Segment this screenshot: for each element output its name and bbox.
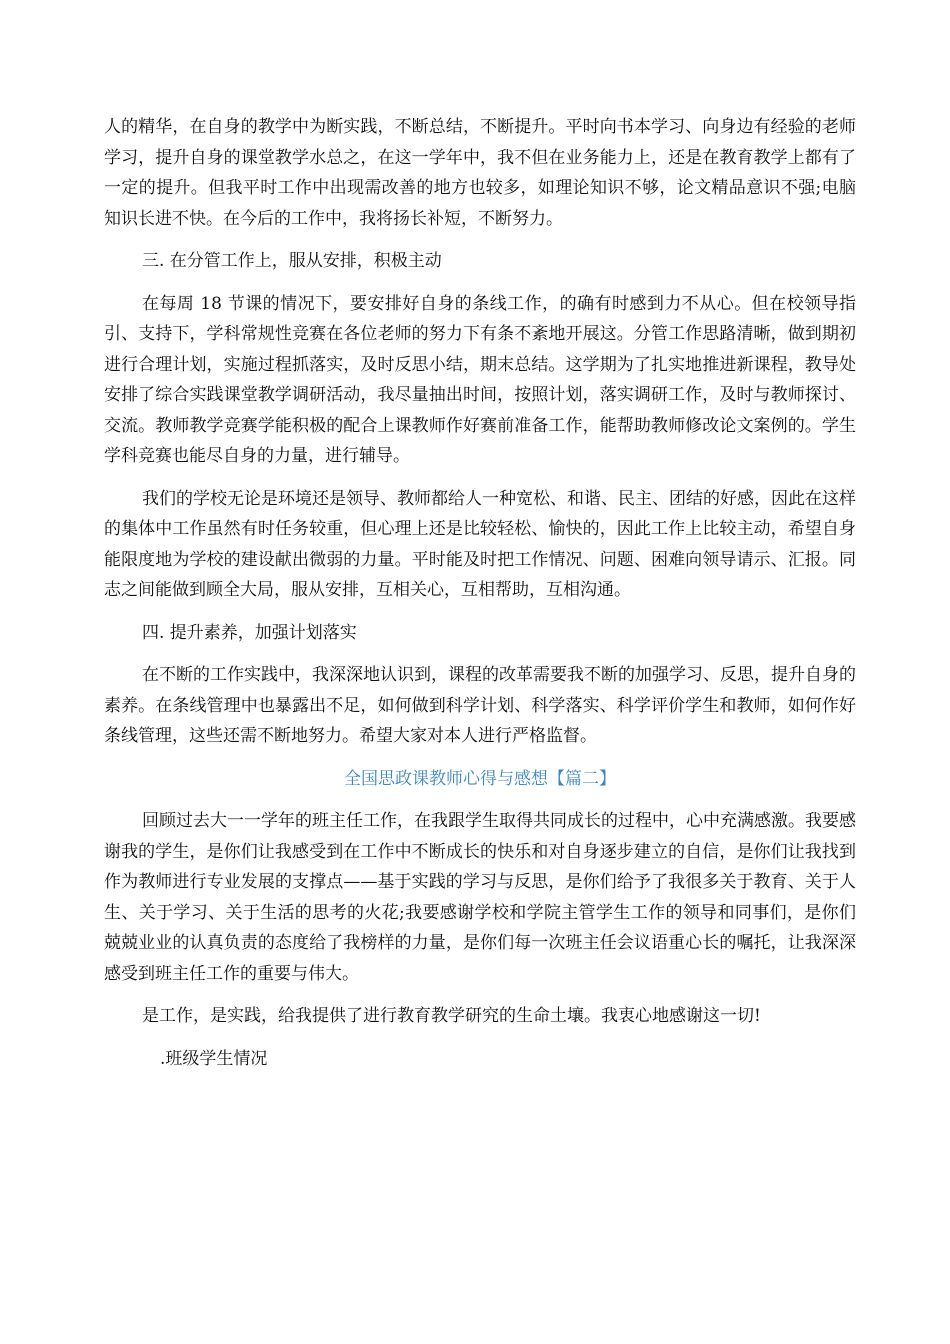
heading-section-3: 三. 在分管工作上，服从安排，积极主动 bbox=[142, 251, 442, 271]
section-title: 全国思政课教师心得与感想【篇二】 bbox=[344, 768, 616, 789]
paragraph-continued: 人的精华，在自身的教学中为断实践，不断总结，不断提升。平时向书本学习、向身边有经验的老师学习，提升自身的课堂教学水总之，在这一学年中，我不但在业务能力上，还是在教育教学上都有了一定的提升。但我平时工作中出现需改善的地方也较多，如理论知识不够，论文精品意识不强;电脑知识长进不快。在今后的工作中，我将扬长补短，不断努力。 bbox=[104, 117, 856, 229]
paragraph-3b: 我们的学校无论是环境还是领导、教师都给人一种宽松、和谐、民主、团结的好感，因此在这样的集体中工作虽然有时任务较重，但心理上还是比较轻松、愉快的，因此工作上比较主动，希望自身能限度地为学校的建设献出微弱的力量。平时能及时把工作情况、问题、困难向领导请示、汇报。同志之间能做到顾全大局，服从安排，互相关心，互相帮助，互相沟通。 bbox=[104, 488, 856, 600]
sub-item-heading: .班级学生情况 bbox=[160, 1048, 268, 1069]
paragraph-b1: 回顾过去大一一学年的班主任工作，在我跟学生取得共同成长的过程中，心中充满感激。我要感谢我的学生，是你们让我感受到在工作中不断成长的快乐和对自身逐步建立的自信，是你们让我找到作为教师进行专业发展的支撑点——基于实践的学习与反思，是你们给予了我很多关于教育、关于人生、关于学习、关于生活的思考的火花;我要感谢学校和学院主管学生工作的领导和同事们，是你们兢兢业业的认真负责的态度给了我榜样的力量，是你们每一次班主任会议语重心长的嘱托，让我深深感受到班主任工作的重要与伟大。 bbox=[104, 811, 856, 984]
document-page bbox=[104, 112, 856, 1074]
paragraph-b2: 是工作，是实践，给我提供了进行教育教学研究的生命土壤。我衷心地感谢这一切! bbox=[142, 1006, 761, 1026]
paragraph-4a: 在不断的工作实践中，我深深地认识到，课程的改革需要我不断的加强学习、反思，提升自身的素养。在条线管理中也暴露出不足，如何做到科学计划、科学落实、科学评价学生和教师，如何作好条线管理，这些还需不断地努力。希望大家对本人进行严格监督。 bbox=[104, 665, 856, 746]
paragraph-3a: 在每周 18 节课的情况下，要安排好自身的条线工作，的确有时感到力不从心。但在校领导指引、支持下，学科常规性竞赛在各位老师的努力下有条不紊地开展这。分管工作思路清晰，做到期初进行合理计划，实施过程抓落实，及时反思小结，期末总结。这学期为了扎实地推进新课程，教导处安排了综合实践课堂教学调研活动，我尽量抽出时间，按照计划，落实调研工作，及时与教师探讨、交流。教师教学竞赛学能积极的配合上课教师作好赛前准备工作，能帮助教师修改论文案例的。学生学科竞赛也能尽自身的力量，进行辅导。 bbox=[104, 293, 856, 466]
heading-section-4: 四. 提升素养，加强计划落实 bbox=[142, 622, 357, 643]
